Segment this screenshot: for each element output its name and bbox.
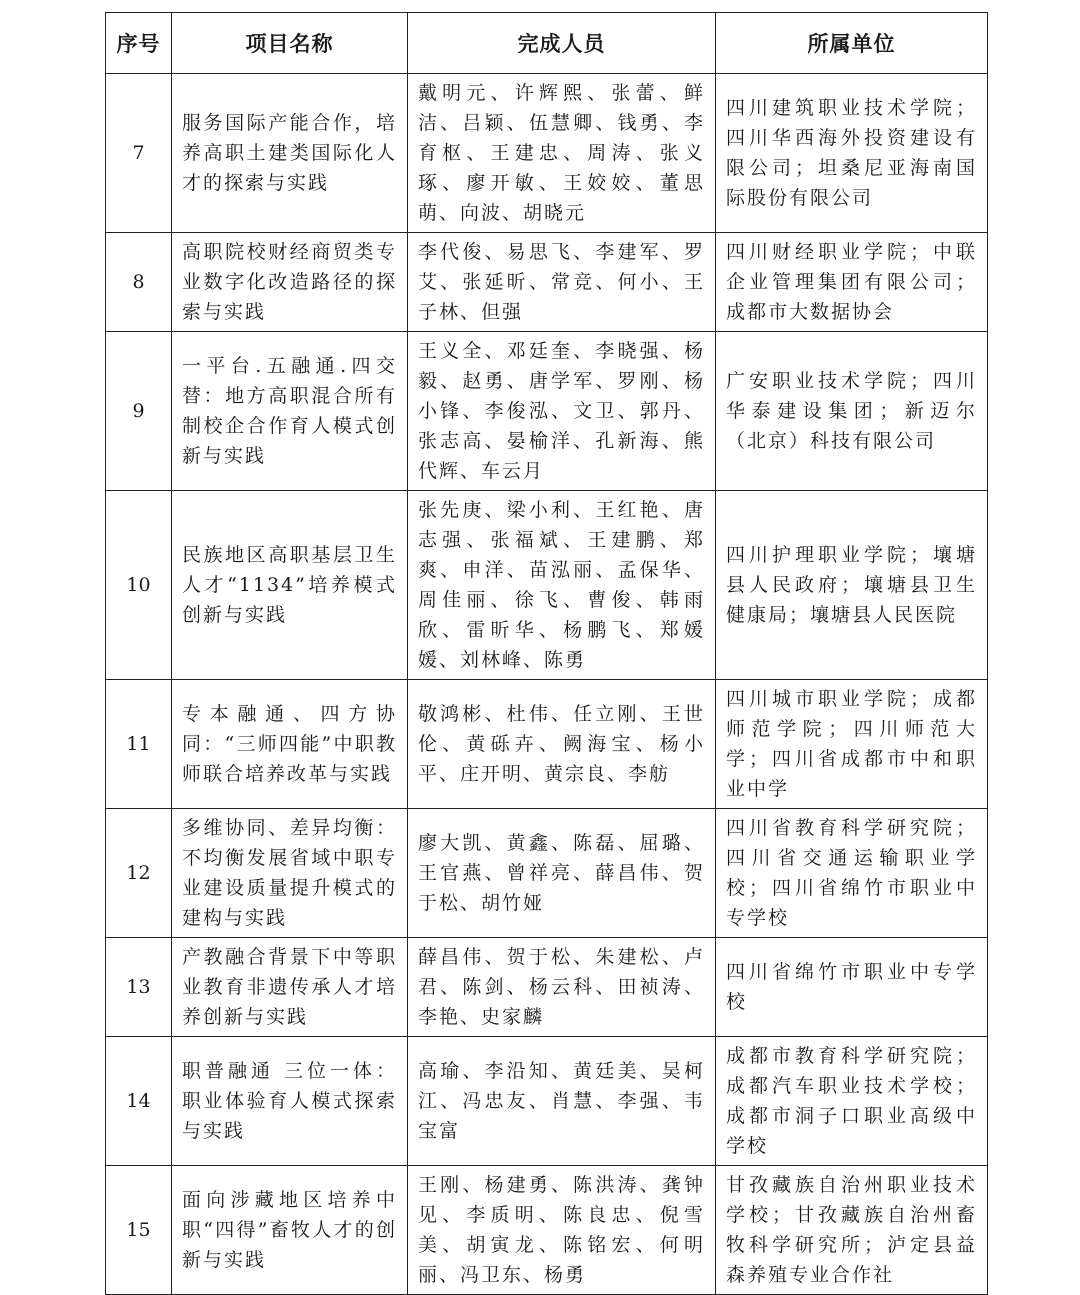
project-name: 服务国际产能合作，培养高职土建类国际化人才的探索与实践 (172, 74, 408, 233)
affiliated-units: 四川财经职业学院；中联企业管理集团有限公司；成都市大数据协会 (716, 233, 988, 332)
row-number: 11 (106, 680, 172, 809)
table-row (106, 809, 988, 938)
awards-table (105, 12, 988, 1295)
row-number: 9 (106, 332, 172, 491)
team-members: 李代俊、易思飞、李建军、罗艾、张延昕、常竞、何小、王子林、但强 (408, 233, 716, 332)
affiliated-units: 四川城市职业学院；成都师范学院；四川师范大学；四川省成都市中和职业中学 (716, 680, 988, 809)
affiliated-units: 成都市教育科学研究院；成都汽车职业技术学校；成都市洞子口职业高级中学校 (716, 1037, 988, 1166)
row-number: 7 (106, 74, 172, 233)
row-number: 8 (106, 233, 172, 332)
team-members: 高瑜、李沿知、黄廷美、吴柯江、冯忠友、肖慧、李强、韦宝富 (408, 1037, 716, 1166)
table-row (106, 233, 988, 332)
row-number: 13 (106, 938, 172, 1037)
header-project-name: 项目名称 (172, 13, 408, 74)
project-name: 职普融通 三位一体：职业体验育人模式探索与实践 (172, 1037, 408, 1166)
row-number: 12 (106, 809, 172, 938)
project-name: 面向涉藏地区培养中职“四得”畜牧人才的创新与实践 (172, 1166, 408, 1295)
row-number: 15 (106, 1166, 172, 1295)
header-affiliated-units: 所属单位 (716, 13, 988, 74)
affiliated-units: 广安职业技术学院；四川华泰建设集团；新迈尔（北京）科技有限公司 (716, 332, 988, 491)
team-members: 王义全、邓廷奎、李晓强、杨毅、赵勇、唐学军、罗刚、杨小锋、李俊泓、文卫、郭丹、张志高、晏榆洋、孔新海、熊代辉、车云月 (408, 332, 716, 491)
team-members: 敬鸿彬、杜伟、任立刚、王世伦、黄砾卉、阙海宝、杨小平、庄开明、黄宗良、李舫 (408, 680, 716, 809)
table-row (106, 74, 988, 233)
project-name: 一平台.五融通.四交替：地方高职混合所有制校企合作育人模式创新与实践 (172, 332, 408, 491)
affiliated-units: 四川省教育科学研究院；四川省交通运输职业学校；四川省绵竹市职业中专学校 (716, 809, 988, 938)
team-members: 廖大凯、黄鑫、陈磊、屈璐、王官燕、曾祥亮、薛昌伟、贺于松、胡竹娅 (408, 809, 716, 938)
affiliated-units: 四川建筑职业技术学院；四川华西海外投资建设有限公司；坦桑尼亚海南国际股份有限公司 (716, 74, 988, 233)
table-row (106, 680, 988, 809)
project-name: 多维协同、差异均衡：不均衡发展省域中职专业建设质量提升模式的建构与实践 (172, 809, 408, 938)
table-row (106, 332, 988, 491)
table-row (106, 1166, 988, 1295)
affiliated-units: 甘孜藏族自治州职业技术学校；甘孜藏族自治州畜牧科学研究所；泸定县益森养殖专业合作社 (716, 1166, 988, 1295)
team-members: 薛昌伟、贺于松、朱建松、卢君、陈剑、杨云科、田祯涛、李艳、史家麟 (408, 938, 716, 1037)
team-members: 戴明元、许辉熙、张蕾、鲜洁、吕颖、伍慧卿、钱勇、李育枢、王建忠、周涛、张义琢、廖开敏、王姣姣、董思萌、向波、胡晓元 (408, 74, 716, 233)
row-number: 10 (106, 491, 172, 680)
table-row (106, 491, 988, 680)
affiliated-units: 四川省绵竹市职业中专学校 (716, 938, 988, 1037)
team-members: 张先庚、梁小利、王红艳、唐志强、张福斌、王建鹏、郑爽、申洋、苗泓丽、孟保华、周佳丽、徐飞、曹俊、韩雨欣、雷昕华、杨鹏飞、郑媛媛、刘林峰、陈勇 (408, 491, 716, 680)
header-serial-number: 序号 (106, 13, 172, 74)
table-row (106, 1037, 988, 1166)
project-name: 高职院校财经商贸类专业数字化改造路径的探索与实践 (172, 233, 408, 332)
project-name: 产教融合背景下中等职业教育非遗传承人才培养创新与实践 (172, 938, 408, 1037)
row-number: 14 (106, 1037, 172, 1166)
table-header-row (106, 13, 988, 74)
team-members: 王刚、杨建勇、陈洪涛、龚钟见、李质明、陈良忠、倪雪美、胡寅龙、陈铭宏、何明丽、冯卫东、杨勇 (408, 1166, 716, 1295)
affiliated-units: 四川护理职业学院；壤塘县人民政府；壤塘县卫生健康局；壤塘县人民医院 (716, 491, 988, 680)
table-row (106, 938, 988, 1037)
project-name: 专本融通、四方协同：“三师四能”中职教师联合培养改革与实践 (172, 680, 408, 809)
header-team-members: 完成人员 (408, 13, 716, 74)
project-name: 民族地区高职基层卫生人才“1134”培养模式创新与实践 (172, 491, 408, 680)
